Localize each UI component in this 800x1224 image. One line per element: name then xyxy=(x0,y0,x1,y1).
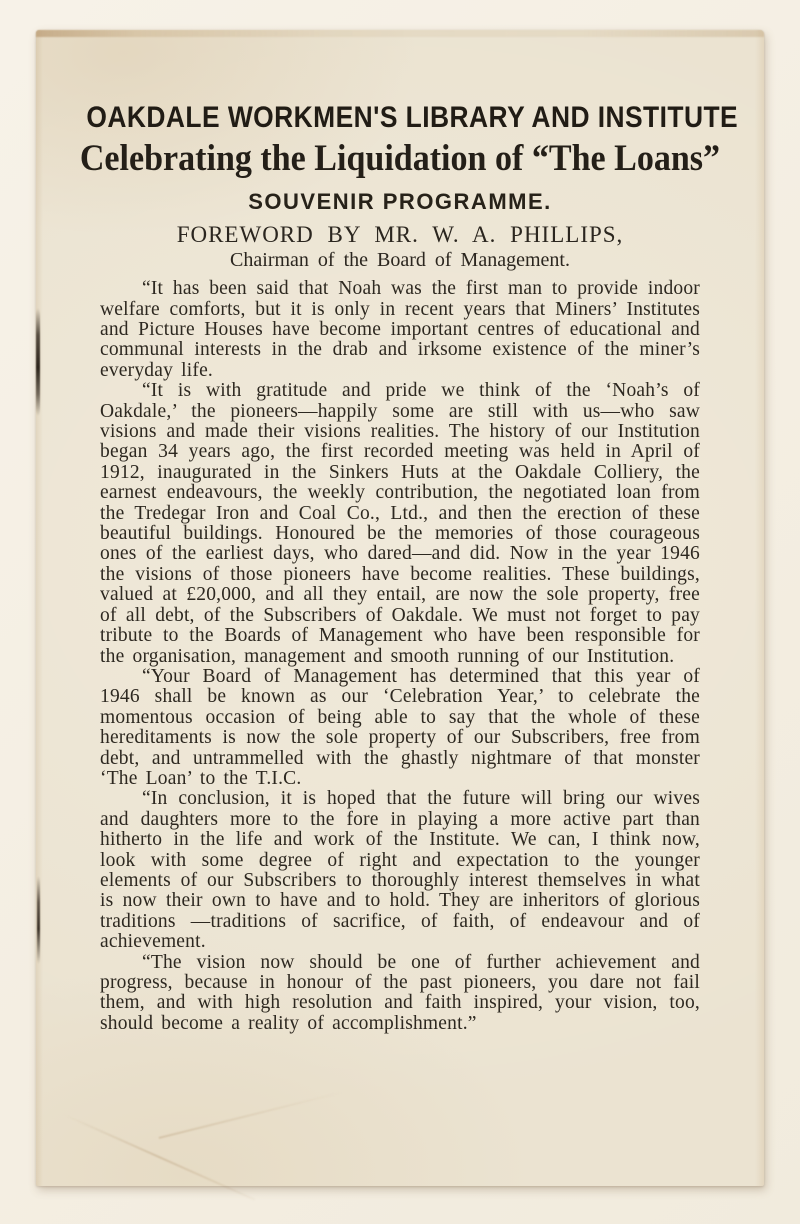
celebration-title xyxy=(36,139,764,180)
foreword-heading: FOREWORD BY MR. W. A. PHILLIPS, xyxy=(176,222,624,248)
bottom-left-crease-line xyxy=(63,1113,256,1200)
souvenir-programme-heading: SOUVENIR PROGRAMME. xyxy=(248,189,552,215)
foreword-paragraph-2: “It is with gratitude and pride we think of the ‘Noah’s of Oakdale,’ the pioneers—happily some are still with us—who saw visions and made their visions realities. The history of our Institution began 34 years ago, the first recorded meeting was held in April of 1912, inaugurated in the Sinkers Huts at the Oakdale Colliery, the earnest endeavours, the weekly contribution, the negotiated loan from the Tredegar Iron and Coal Co., Ltd., and then the erection of these beautiful buildings. Honoured be the memories of those courageous ones of the earliest days, who dared—and did. Now in the year 1946 the visions of those pioneers have become realities. These buildings, valued at £20,000, and all they entail, are now the sole property, free of all debt, of the Subscribers of Oakdale. We must not forget to pay tribute to the Boards of Management who have been responsible for the organisation, management and smooth running of our Institution. xyxy=(100,380,700,667)
chairman-subheading: Chairman of the Board of Management. xyxy=(230,249,570,272)
foreword-paragraph-4: “In conclusion, it is hoped that the future will bring our wives and daughters more to the fore in playing a more active part than hitherto in the life and work of the Institute. We can, I think now, look with some degree of right and expectation to the younger elements of our Subscribers to thoroughly interest themselves in what is now their own to have and to hold. They are inheritors of glorious traditions —traditions of sacrifice, of faith, of endeavour and of achievement. xyxy=(100,788,700,953)
celebration-title-text: Celebrating the Liquidation of “The Loans” xyxy=(79,137,721,179)
page-content xyxy=(36,30,764,1034)
programme-page xyxy=(36,30,764,1186)
foreword-body xyxy=(36,279,764,1034)
foreword-paragraph-3: “Your Board of Management has determined that this year of 1946 shall be known as our ‘Celebration Year,’ to celebrate the momentous occasion of being able to say that the whole of these hereditaments is now the sole property of our Subscribers, free from debt, and untrammelled with the ghastly nightmare of that monster ‘The Loan’ to the T.I.C. xyxy=(100,665,700,789)
foreword-paragraph-5: “The vision now should be one of further achievement and progress, because in honour of the past pioneers, you dare not fail them, and with high resolution and faith inspired, your vision, too, should become a reality of accomplishment.” xyxy=(100,951,700,1034)
institute-title xyxy=(42,102,758,134)
bottom-left-crease-line-2 xyxy=(159,1091,344,1139)
institute-title-text: OAKDALE WORKMEN'S LIBRARY AND INSTITUTE xyxy=(86,101,739,134)
foreword-paragraph-1: “It has been said that Noah was the first man to provide indoor welfare comforts, but it is only in recent years that Miners’ Institutes and Picture Houses have become important centres of educational and communal interests in the drab and irksome existence of the miner’s everyday life. xyxy=(100,278,700,381)
